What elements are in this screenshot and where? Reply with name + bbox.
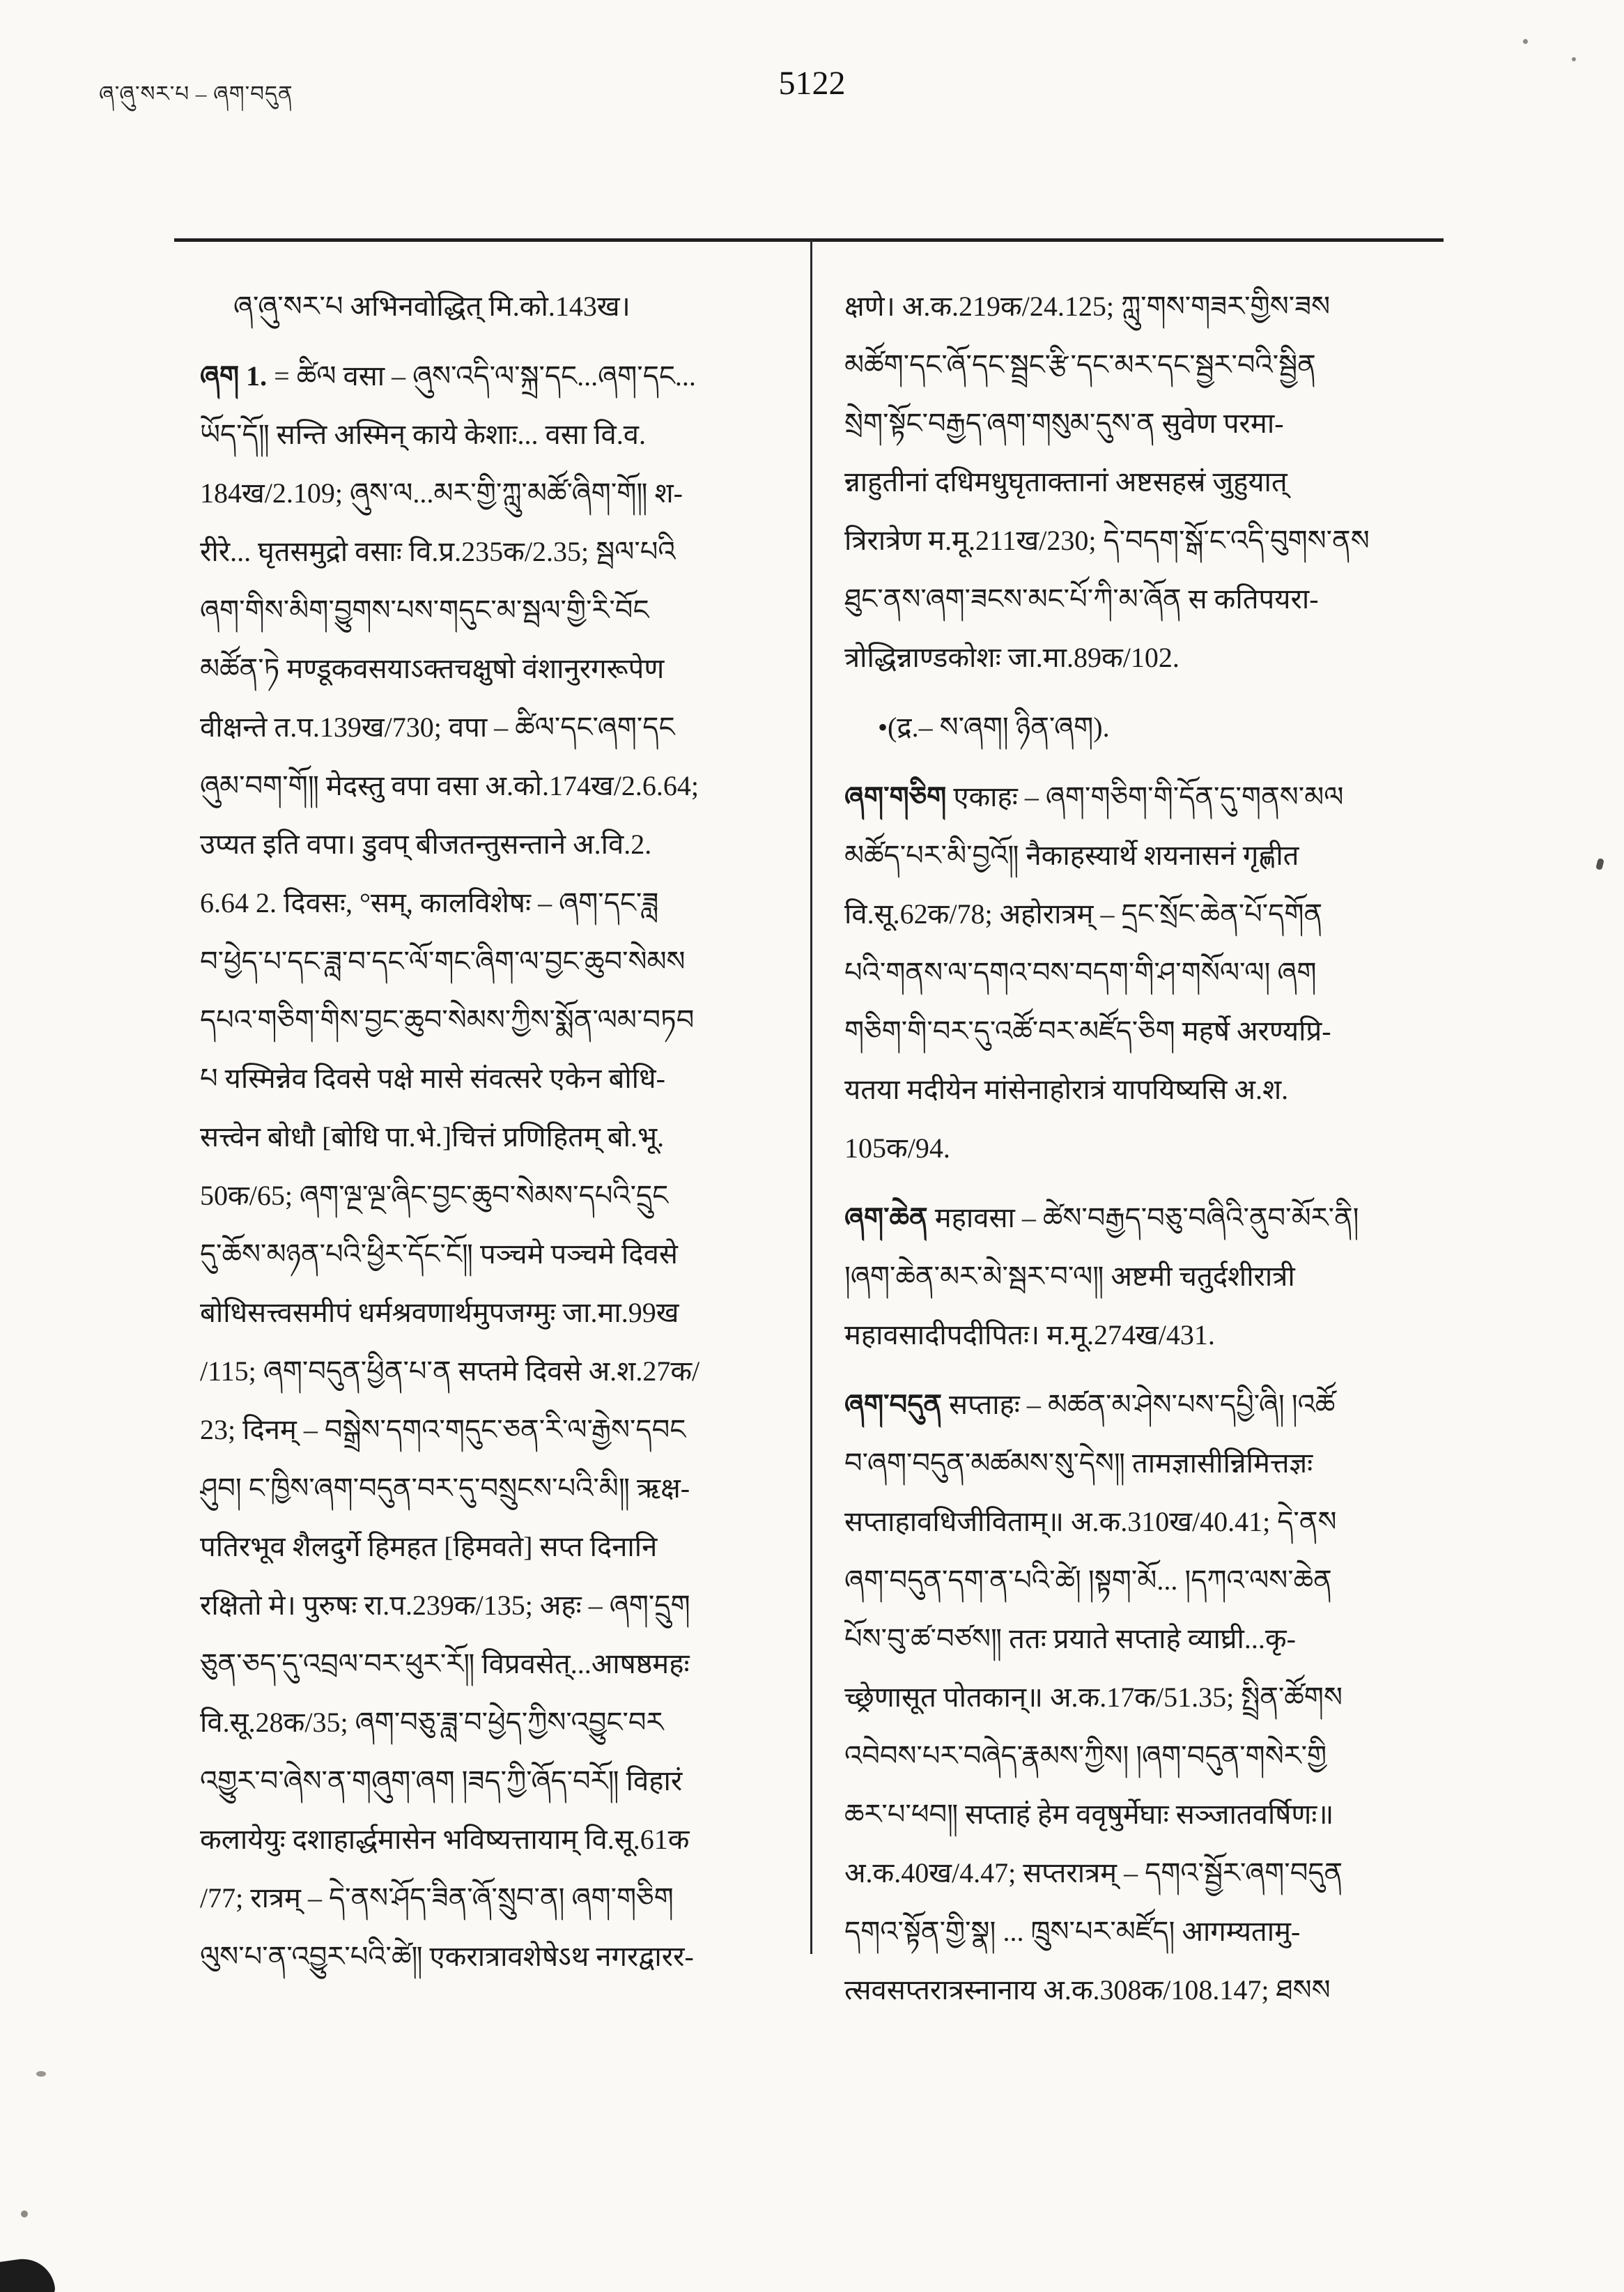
text-line (200, 1752, 791, 1810)
line-text: न्नाहुतीनां दधिमधुघृताक्तानां अष्टसहस्रं जुहुयात् (844, 466, 1287, 498)
text-line (844, 336, 1457, 394)
text-line (844, 1376, 1457, 1434)
text-line (844, 944, 1457, 1002)
line-text: पतिरभूव शैलदुर्गे हिमहत [हिमवते] सप्त दिनानि (200, 1531, 658, 1562)
line-text: त्रोद्धिन्नाण्डकोशः जा.मा.89क/102. (844, 642, 1180, 673)
text-line (844, 1610, 1457, 1668)
text-line (200, 464, 791, 523)
line-text: མཚོད་པར་མི་བྱའོ༎ नैकाहस्यार्थे शयनासनं गृह्णीत (844, 840, 1299, 871)
line-text: ལུས་པ་ན་འབྱུར་པའི་ཚེ༎ एकरात्रावशेषेऽथ नगरद्वारर- (200, 1941, 694, 1972)
text-line (844, 1902, 1457, 1961)
line-text: अ.क.40ख/4.47; सप्तरात्रम् – དགའ་སྦྱོར་ཞག་བདུན (844, 1857, 1343, 1889)
text-line (200, 1810, 791, 1869)
line-text: ཞག་གིས་མིག་བྱུགས་པས་གདུང་མ་སྦལ་གྱི་རི་བོང (200, 594, 649, 626)
line-text: ཞ་ཞུ་སར་པ अभिनवोद्धित् मि.को.143ख। (233, 291, 631, 322)
text-line (200, 932, 791, 991)
line-text: ཤུབ། ང་ཁྱིས་ཞག་བདུན་བར་དུ་བསྲུངས་པའི་མི༎ ऋक्ष- (200, 1472, 690, 1504)
line-text: सप्ताहः – མཚན་མ་ཤེས་པས་དཔྱི་ཞི། །འཚོ (942, 1389, 1336, 1420)
scan-artifact-dot (1523, 39, 1528, 44)
entry-headword: ཞག་བདུན (844, 1389, 943, 1420)
text-line (844, 1551, 1457, 1610)
text-line (200, 1635, 791, 1693)
line-text: བ་ཕྱེད་པ་དང་ཟླ་བ་དང་ལོ་གང་ཞིག་ལ་བྱང་ཆུབ་སེམས (200, 946, 686, 977)
line-text: 6.64 2. दिवसः, °सम्, कालविशेषः – ཞག་དང་ཟླ (200, 887, 659, 918)
text-line (844, 1493, 1457, 1551)
line-text: त्रिरात्रेण म.मू.211ख/230; དེ་བདག་སྒོ་ང་འདི་བུགས་ནས (844, 525, 1370, 556)
text-line (844, 1247, 1457, 1306)
running-head: ཞ་ཞུ་སར་པ – ཞག་བདུན (99, 82, 293, 106)
text-line (200, 581, 791, 640)
line-text: /115; ཞག་བདུན་ཕྱིན་པ་ན सप्तमे दिवसे अ.श.27क/ (200, 1355, 700, 1387)
scan-artifact-mark (1595, 858, 1604, 870)
line-text: དུ་ཆོས་མཉན་པའི་ཕྱིར་དོང་ངོ༎ पञ्चमे पञ्चमे दिवसे (200, 1238, 678, 1270)
line-text: ཅུན་ཅད་དུ་འབྲལ་བར་ཕུར་རོ༎ विप्रवसेत्...आषष्ठमहः (200, 1648, 690, 1679)
text-line (200, 640, 791, 698)
text-line (200, 1518, 791, 1576)
scan-artifact-corner (0, 2255, 56, 2292)
text-line (844, 1434, 1457, 1493)
text-line (844, 570, 1457, 629)
text-line (200, 1693, 791, 1752)
column-divider (810, 240, 812, 1954)
text-line (200, 1459, 791, 1518)
line-text: रक्षितो मे। पुरुषः रा.प.239क/135; अहः – ཞག་དྲུག (200, 1590, 690, 1621)
text-line (200, 1167, 791, 1225)
text-line (844, 629, 1457, 687)
text-line (844, 698, 1457, 757)
text-line (200, 1928, 791, 1986)
line-text: འགྱུར་བ་ཞེས་ན་གཞུག་ཞག །ཟད་ཀྱི་ཞོད་བརོ༎ विहारं (200, 1765, 683, 1797)
text-line (200, 757, 791, 815)
text-line (844, 1189, 1457, 1247)
line-text: གཅིག་གི་བར་དུ་འཚོ་བར་མཛོད་ཅིག महर्षे अरण्यप्रि- (844, 1015, 1331, 1047)
text-line (200, 1576, 791, 1635)
text-line (844, 453, 1457, 512)
text-line (200, 406, 791, 464)
line-text: महावसा – ཚེས་བརྒྱད་བཅུ་བཞིའི་ནུབ་མོར་ནི། (927, 1202, 1359, 1233)
line-text: एकाहः – ཞག་གཅིག་གི་དོན་དུ་གནས་མལ (946, 781, 1344, 813)
text-line (200, 874, 791, 932)
right-column (844, 277, 1457, 2033)
text-line (844, 277, 1457, 336)
line-text: མཚོན་ཏེ मण्डूकवसयाऽक्तचक्षुषो वंशानुरगरूपेण (200, 653, 665, 684)
text-line (200, 347, 791, 406)
text-line (200, 1049, 791, 1108)
line-text: उप्यत इति वपा। डुवप् बीजतन्तुसन्ताने अ.वि.2. (200, 829, 652, 860)
text-line (844, 1061, 1457, 1119)
line-text: 50क/65; ཞག་ལྔ་ལྔ་ཞིང་བྱང་ཆུབ་སེམས་དཔའི་དྲུང (200, 1180, 669, 1211)
line-text: कलायेयुः दशाहार्द्धमासेन भविष्यत्तायाम् वि.सू.61क (200, 1824, 690, 1855)
text-line (200, 277, 791, 336)
left-column (200, 277, 791, 2020)
entry-headword: ཞག་གཅིག (844, 781, 947, 813)
text-line (844, 512, 1457, 570)
line-text: དཔའ་གཅིག་གིས་བྱང་ཆུབ་སེམས་ཀྱིས་སྨོན་ལམ་བཏབ (200, 1004, 695, 1036)
line-text: महावसादीपदीपितः। म.मू.274ख/431. (844, 1319, 1215, 1351)
text-line (200, 1108, 791, 1167)
line-text: ཞུམ་བག་གོ༎ मेदस्तु वपा वसा अ.को.174ख/2.6.64; (200, 770, 699, 801)
line-text: ཆར་པ་ཕབ༎ सप्ताहं हेम ववृषुर्मेघाः सञ्जातवर्षिणः॥ (844, 1799, 1334, 1830)
text-line (844, 1961, 1457, 2020)
line-text: ཐུང་ནས་ཞག་ཟངས་མང་པོ་ཀི་མ་ཞོན स कतिपयरा- (844, 583, 1319, 615)
line-text: འབེབས་པར་བཞེད་རྣམས་ཀྱིས། །ཞག་བདུན་གསེར་གྱི (844, 1740, 1327, 1771)
scan-artifact-smudge (21, 2210, 28, 2217)
line-text: པ यस्मिन्नेव दिवसे पक्षे मासे संवत्सरे एकेन बोधि- (200, 1063, 665, 1094)
line-text: वि.सू.62क/78; अहोरात्रम् – དྲང་སྲོང་ཆེན་པོ་དགོན (844, 898, 1323, 930)
text-line (200, 523, 791, 581)
line-text: བ་ཞག་བདུན་མཚམས་སུ་དེས༎ तामज्ञासीन्निमित्तज्ञः (844, 1447, 1313, 1479)
line-text: 23; दिनम् – བསྒྲེས་དགའ་གདུང་ཅན་རི་ལ་རྒྱེས་དབང (200, 1414, 686, 1445)
scan-artifact-smudge (36, 2071, 46, 2077)
line-text: = ཚིལ वसा – ཞུས་འདི་ལ་སྐྲ་དང...ཞག་དང... (267, 360, 696, 392)
line-text: सप्ताहावधिजीविताम्॥ अ.क.310ख/40.41; དེ་ནས (844, 1506, 1337, 1537)
text-line (844, 1727, 1457, 1785)
scan-artifact-dot (1572, 57, 1576, 61)
text-line (844, 885, 1457, 944)
line-text: །ཞག་ཆེན་མར་མེ་སྦར་བ་ལ༎ अष्टमी चतुर्दशीरात्री (844, 1261, 1295, 1292)
text-line (844, 768, 1457, 826)
line-text: च्छ्रेणासूत पोतकान्॥ अ.क.17क/51.35; སྤྲིན་ཚོགས (844, 1682, 1343, 1713)
text-line (200, 698, 791, 757)
line-text: त्सवसप्तरात्रस्नानाय अ.क.308क/108.147; ཐསས (844, 1974, 1331, 2006)
text-line (200, 1869, 791, 1928)
text-line (844, 1844, 1457, 1902)
text-line (844, 1668, 1457, 1727)
text-line (200, 1225, 791, 1284)
line-text: ཡོད་དོ༎ सन्ति अस्मिन् काये केशाः... वसा वि.व. (200, 419, 647, 450)
line-text: वीक्षन्ते त.प.139ख/730; वपा – ཚིལ་དང་ཞག་དང (200, 712, 675, 743)
line-text: रीरे... घृतसमुद्रो वसाः वि.प्र.235क/2.35; སྦལ་པའི (200, 536, 676, 567)
line-text: •(द्र.– ས་ཞག། ཉིན་ཞག). (878, 712, 1110, 743)
line-text: པོས་བུ་ཚ་བཙས༎ ततः प्रयाते सप्ताहे व्याघ्री...कृ- (844, 1623, 1296, 1654)
line-text: པའི་གནས་ལ་དགའ་བས་བདག་གི་ཤ་གསོལ་ལ། ཞག (844, 957, 1317, 988)
text-line (200, 991, 791, 1049)
line-text: 184ख/2.109; ཞུས་ལ...མར་གྱི་ཀླུ་མཚོ་ཞིག་གོ༎ श- (200, 477, 683, 509)
text-line (200, 1401, 791, 1459)
line-text: མཚོག་དང་ཞོ་དང་སྦྲང་རྩི་དང་མར་དང་སྦྱར་བའི་སྦྱིན (844, 349, 1316, 380)
line-text: /77; रात्रम् – དེ་ནས་ཤོད་ཟིན་ཞོ་སྲུབ་ན། ཞག་གཅིག (200, 1882, 674, 1914)
page-number: 5122 (778, 65, 846, 102)
line-text: यतया मदीयेन मांसेनाहोरात्रं यापयिष्यसि अ.श. (844, 1074, 1289, 1105)
text-line (844, 1119, 1457, 1178)
entry-headword: ཞག 1. (200, 360, 268, 392)
line-text: དགའ་སྟོན་གྱི་སྣ། ... ཁྲུས་པར་མཛོད། आगम्यतामु- (844, 1916, 1301, 1947)
line-text: सत्त्वेन बोधौ [बोधि पा.भे.]चित्तं प्रणिहितम् बो.भू. (200, 1121, 665, 1153)
header-rule (174, 238, 1444, 242)
text-line (200, 1284, 791, 1342)
text-line (200, 815, 791, 874)
text-line (844, 826, 1457, 885)
line-text: 105क/94. (844, 1132, 950, 1164)
text-line (844, 1306, 1457, 1364)
text-line (844, 1002, 1457, 1061)
line-text: क्षणे। अ.क.219क/24.125; ཀླུ་གས་གཟར་གྱིས་ཟས (844, 291, 1331, 322)
entry-headword: ཞག་ཆེན (844, 1202, 928, 1233)
text-line (844, 1785, 1457, 1844)
line-text: སྲེག་སྟོང་བརྒྱད་ཞག་གསུམ་དུས་ན सुवेण परमा- (844, 408, 1284, 439)
text-line (844, 394, 1457, 453)
line-text: बोधिसत्त्वसमीपं धर्मश्रवणार्थमुपजग्मुः जा.मा.99ख (200, 1297, 679, 1328)
text-line (200, 1342, 791, 1401)
line-text: ཞག་བདུན་དག་ན་པའི་ཚེ། །སྟག་མོ... །དཀའ་ལས་ཆེན (844, 1564, 1332, 1596)
line-text: वि.सू.28क/35; ཞག་བཅུ་ཟླ་བ་ཕྱེད་ཀྱིས་འབྱུང་བར (200, 1707, 664, 1738)
